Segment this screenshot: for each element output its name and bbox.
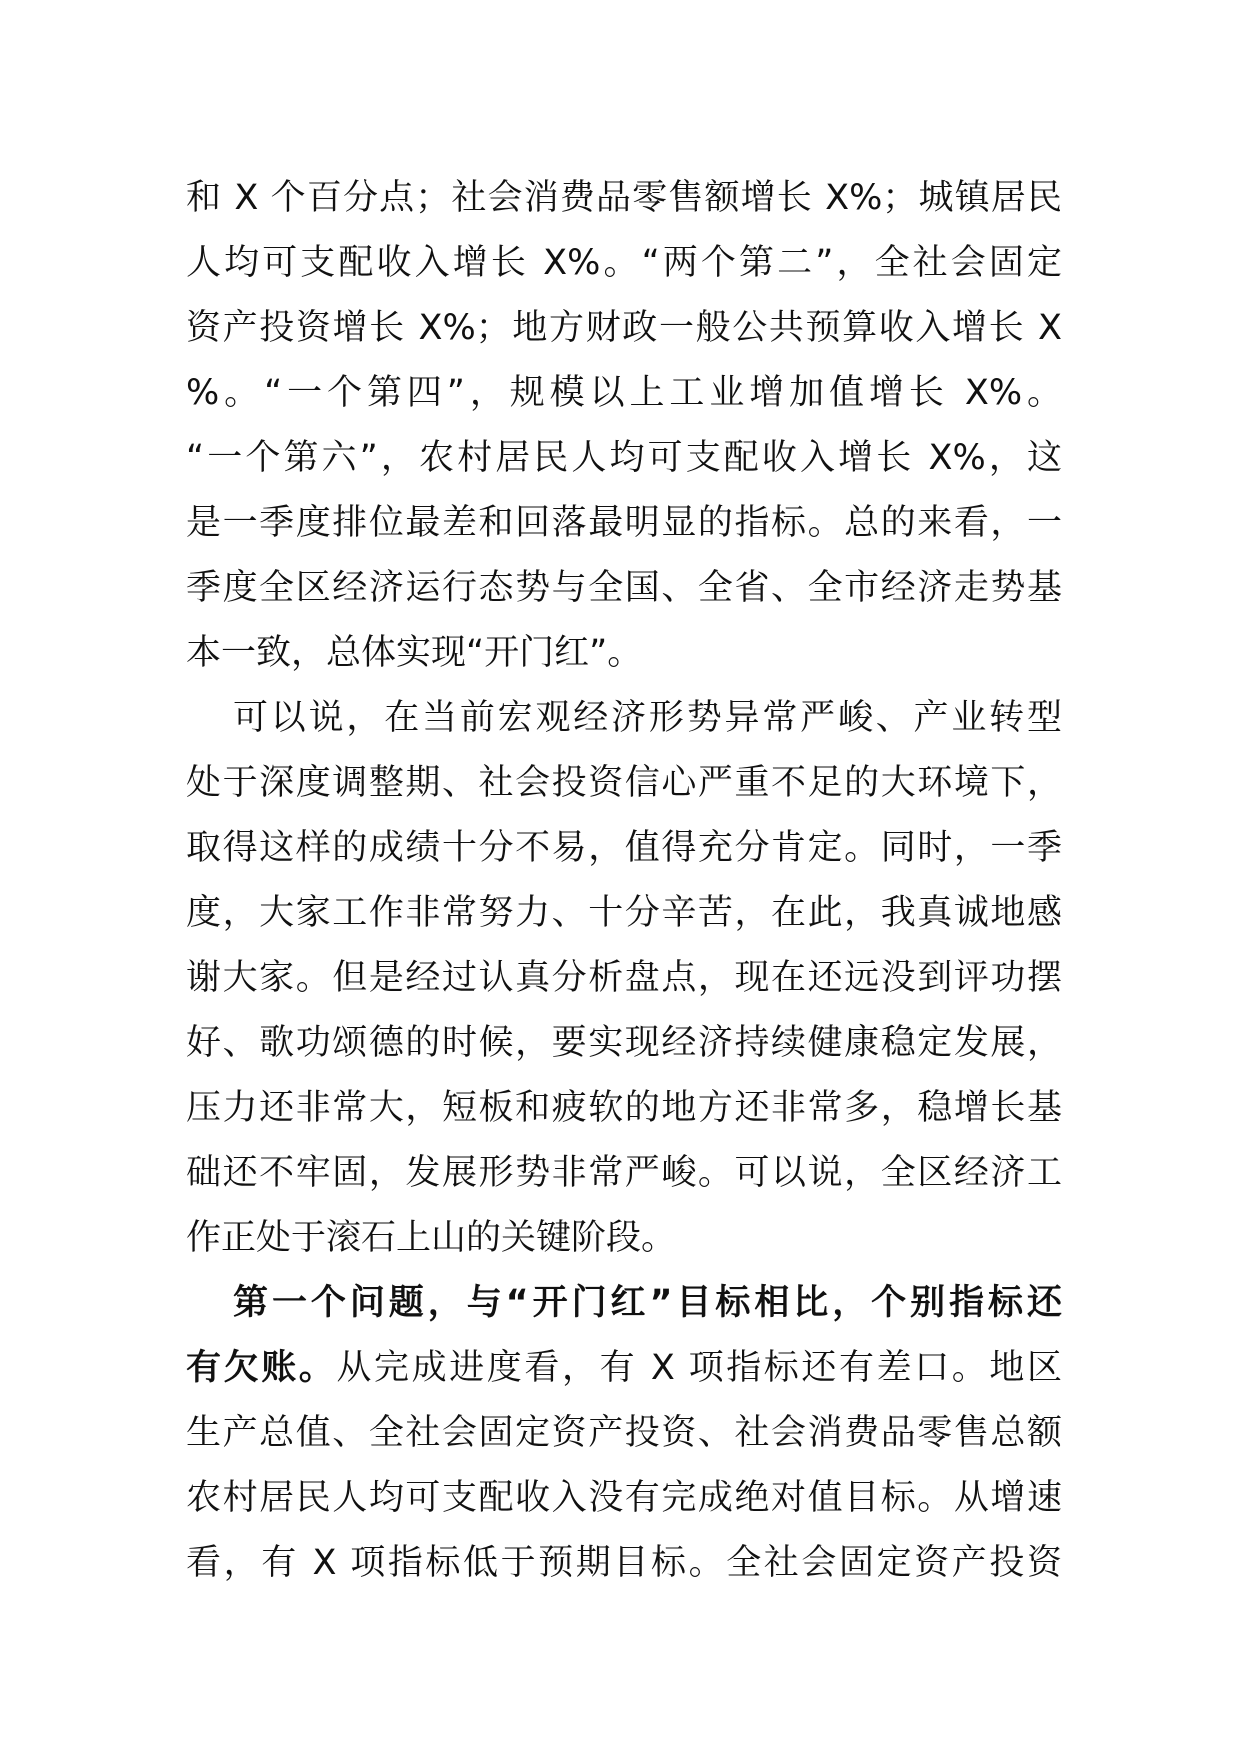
text-line: 谢大家。但是经过认真分析盘点，现在还远没到评功摆	[186, 958, 1062, 998]
text-line: 和 X 个百分点；社会消费品零售额增长 X%；城镇居民	[186, 178, 1062, 218]
section-heading-tail: 有欠账。	[186, 1348, 337, 1388]
text-line: 资产投资增长 X%；地方财政一般公共预算收入增长 X	[186, 308, 1062, 348]
text-line: 取得这样的成绩十分不易，值得充分肯定。同时，一季	[186, 828, 1062, 868]
text-line: 好、歌功颂德的时候，要实现经济持续健康稳定发展，	[186, 1023, 1062, 1063]
text-line: 处于深度调整期、社会投资信心严重不足的大环境下，	[186, 763, 1062, 803]
body-text	[186, 166, 1062, 1596]
text-line: 度，大家工作非常努力、十分辛苦，在此，我真诚地感	[186, 893, 1062, 933]
text-line: “一个第六”，农村居民人均可支配收入增长 X%，这	[186, 438, 1062, 478]
text-line: 生产总值、全社会固定资产投资、社会消费品零售总额	[186, 1413, 1062, 1453]
text-line: 础还不牢固，发展形势非常严峻。可以说，全区经济工	[186, 1153, 1062, 1193]
text-line: 本一致，总体实现“开门红”。	[186, 633, 643, 673]
section-heading-line: 第一个问题，与“开门红”目标相比，个别指标还	[233, 1283, 1062, 1323]
text-line: 人均可支配收入增长 X%。“两个第二”，全社会固定	[186, 243, 1062, 283]
text-line: %。“一个第四”，规模以上工业增加值增长 X%。	[186, 373, 1062, 413]
text-line: 压力还非常大，短板和疲软的地方还非常多，稳增长基	[186, 1088, 1062, 1128]
text-line: 季度全区经济运行态势与全国、全省、全市经济走势基	[186, 568, 1062, 608]
text-line: 作正处于滚石上山的关键阶段。	[186, 1218, 677, 1258]
paragraph-start-line: 可以说，在当前宏观经济形势异常严峻、产业转型	[233, 698, 1062, 738]
mixed-heading-line	[186, 1336, 1062, 1401]
text-line: 看，有 X 项指标低于预期目标。全社会固定资产投资	[186, 1543, 1062, 1583]
text-run: 从完成进度看，有 X 项指标还有差口。地区	[336, 1348, 1062, 1388]
text-line: 农村居民人均可支配收入没有完成绝对值目标。从增速	[186, 1478, 1062, 1518]
text-line: 是一季度排位最差和回落最明显的指标。总的来看，一	[186, 503, 1062, 543]
